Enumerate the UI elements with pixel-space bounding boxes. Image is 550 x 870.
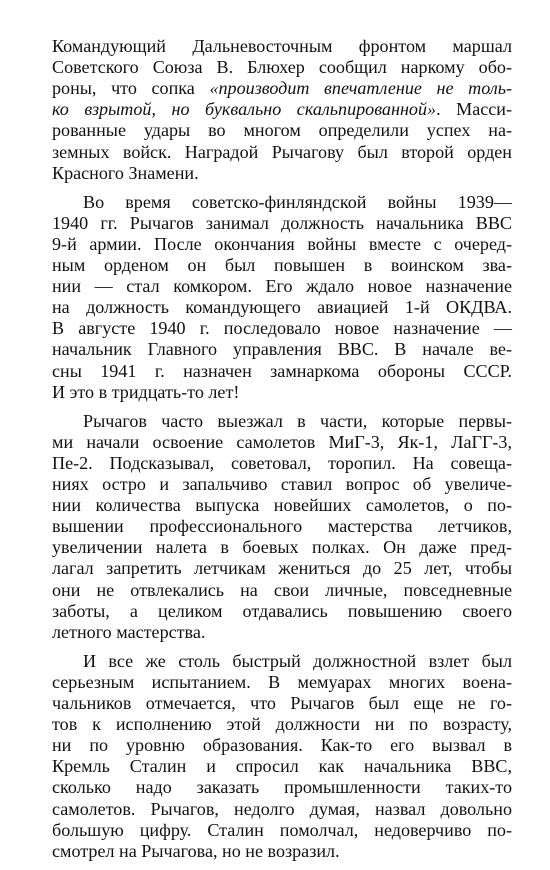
text-line: И все же столь быстрый должностной взлет был	[83, 650, 512, 671]
text-line: вышении профессионального мастерства летчиков,	[52, 516, 512, 537]
text-line: смотрел на Рычагова, но не возразил.	[52, 840, 340, 861]
text-line: Советского Союза В. Блюхер сообщил наркому обо-	[52, 57, 512, 78]
text-line: увеличении налета в боевых полках. Он даже пред-	[52, 537, 512, 558]
quote-text: ко взрытой, но буквально скальпированной»	[52, 99, 437, 120]
text-run: . Масси-	[436, 99, 512, 120]
text-line: И это в тридцать-то лет!	[52, 381, 240, 402]
text-line: сколько надо заказать промышленности таких-то	[52, 777, 512, 798]
text-line: они не отвлекались на свои личные, повседневные	[52, 579, 512, 600]
text-line: 1940 гг. Рычагов занимал должность начальника ВВС	[52, 212, 512, 233]
text-line: на должность командующего авиацией 1-й ОКДВА.	[52, 297, 512, 318]
text-line: ми начали освоение самолетов МиГ-3, Як-1, ЛаГГ-3,	[52, 431, 512, 452]
text-line: ни по уровню образования. Как-то его вызвал в	[52, 735, 512, 756]
text-line: ниях остро и запальчиво ставил вопрос об увеличе-	[52, 474, 512, 494]
text-line: начальник Главного управления ВВС. В начале ве-	[52, 339, 512, 360]
text-line: 9-й армии. После окончания войны вместе с очеред-	[52, 233, 512, 254]
text-line: Командующий Дальневосточным фронтом маршал	[52, 36, 512, 56]
text-line: тов к исполнению этой должности ни по возрасту,	[52, 714, 512, 735]
text-line: заботы, а целиком отдавались повышению своего	[52, 600, 512, 621]
text-line	[52, 78, 512, 99]
text-line: сны 1941 г. назначен замнаркома обороны СССР.	[52, 360, 512, 381]
text-line: Красного Знамени.	[52, 162, 199, 183]
text-line: Рычагов часто выезжал в части, которые первы-	[83, 410, 512, 431]
text-line: земных войск. Наградой Рычагову был второй орден	[52, 141, 512, 162]
text-line: летного мастерства.	[52, 621, 206, 642]
text-run: роны, что сопка	[52, 78, 210, 99]
text-line: ным орденом он был повышен в воинском зва-	[52, 255, 512, 275]
text-line: нии — стал комкором. Его ждало новое назначение	[52, 276, 512, 297]
text-line	[52, 99, 512, 120]
text-line: Во время советско-финляндской войны 1939—	[83, 191, 512, 212]
text-line: Пе-2. Подсказывал, советовал, торопил. На совеща-	[52, 452, 512, 473]
text-line: нии количества выпуска новейших самолетов, о по-	[52, 495, 512, 516]
text-line: серьезным испытанием. В мемуарах многих воена-	[52, 671, 512, 692]
text-line: рованные удары во многом определили успех на-	[52, 120, 512, 141]
text-line: большую цифру. Сталин помолчал, недоверчиво по-	[52, 819, 512, 840]
text-line: Кремль Сталин и спросил как начальника ВВС,	[52, 756, 512, 777]
text-line: чальников отмечается, что Рычагов был еще не го-	[52, 693, 512, 713]
text-line: В августе 1940 г. последовало новое назначение —	[52, 318, 512, 339]
text-line: самолетов. Рычагов, недолго думая, назвал довольно	[52, 798, 512, 819]
text-line: лагал запретить летчикам жениться до 25 лет, чтобы	[52, 558, 512, 579]
quote-text: «производит впечатление не толь-	[209, 78, 512, 99]
